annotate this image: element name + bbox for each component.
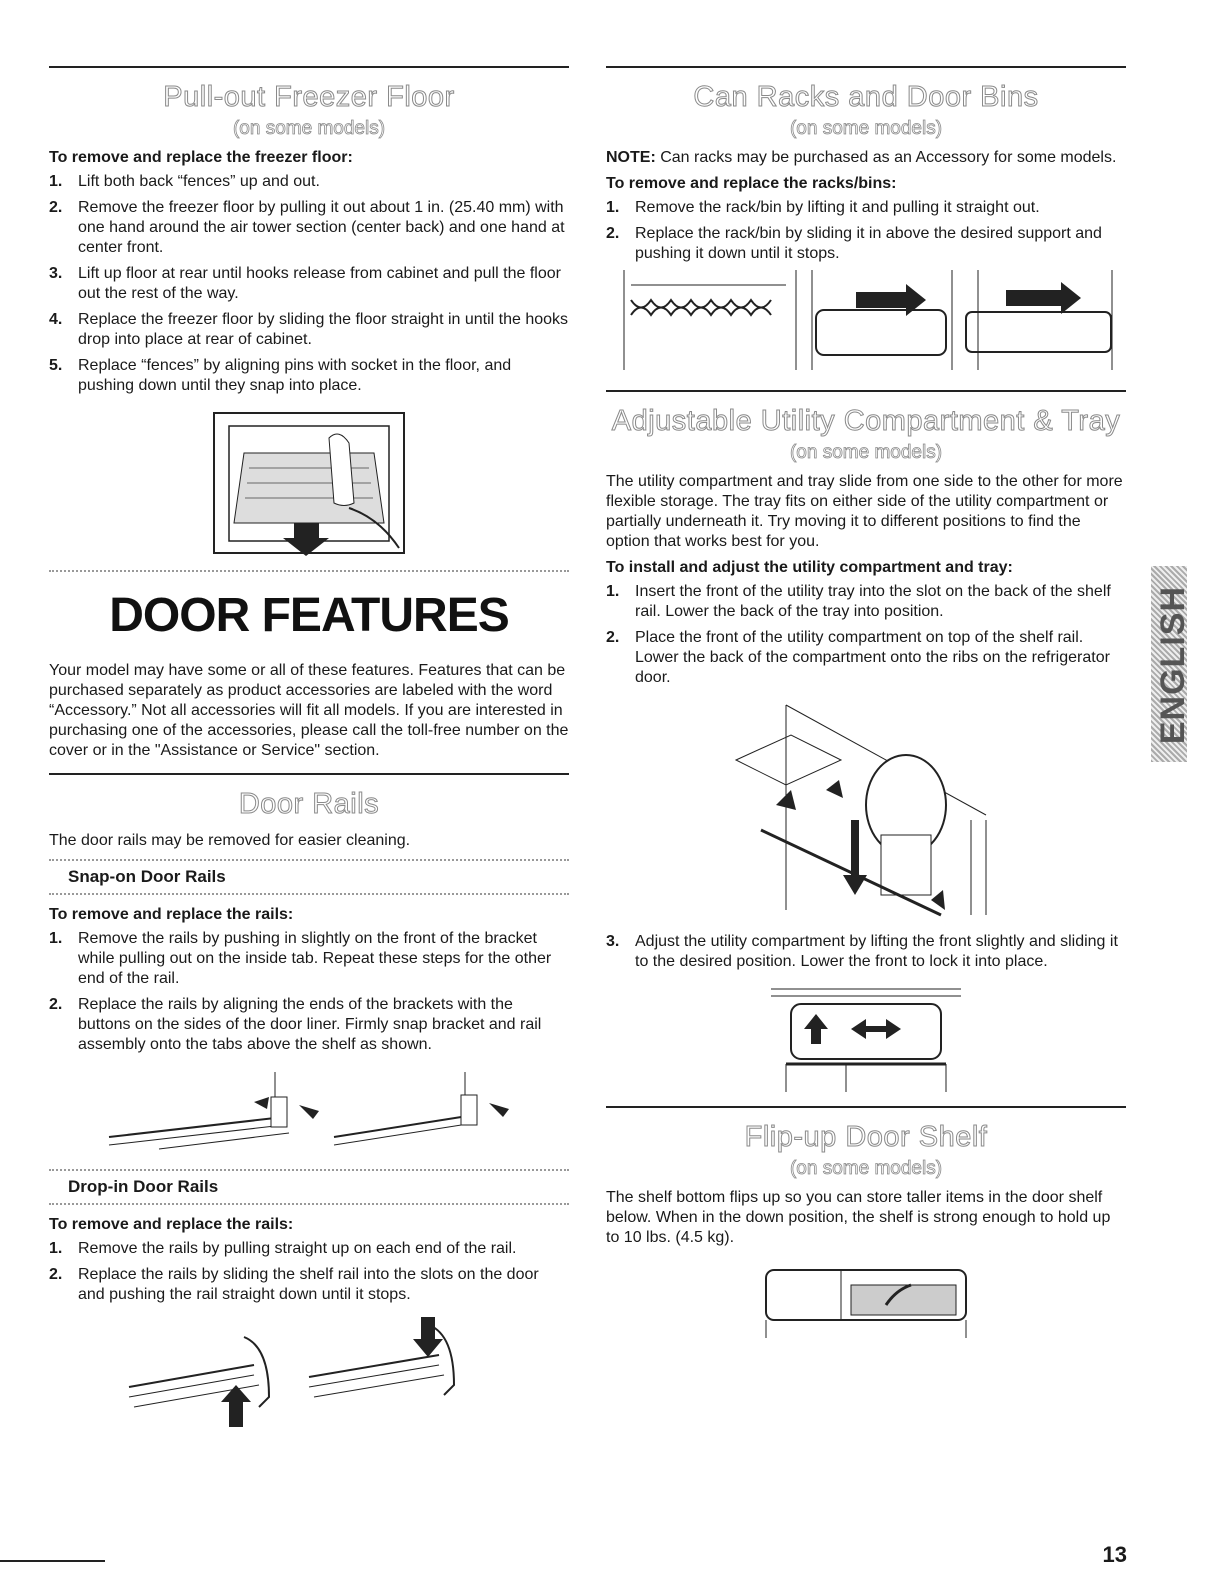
- freezer-floor-illustration: [209, 408, 409, 558]
- snap-on-steps: [49, 929, 569, 1055]
- list-item: 1. Insert the front of the utility tray into the slot on the back of the shelf rail. Lower the back of the tray into position.: [606, 583, 1111, 620]
- list-item: 5. Replace “fences” by aligning pins with socket in the floor, and pushing down until they snap into place.: [49, 357, 512, 394]
- divider: [606, 1106, 1126, 1108]
- drop-in-rails-title: Drop-in Door Rails: [68, 1177, 219, 1196]
- list-item: 1. Remove the rack/bin by lifting it and pulling it straight out.: [606, 199, 1040, 216]
- can-racks-heading: Can Racks and Door Bins: [693, 81, 1039, 113]
- snap-on-rails-illustration: [99, 1067, 519, 1157]
- page-number: 13: [1102, 1542, 1127, 1567]
- door-rails-body: The door rails may be removed for easier cleaning.: [49, 832, 411, 849]
- drop-in-steps: [49, 1239, 569, 1305]
- left-column: [49, 66, 569, 1449]
- list-item: 3. Adjust the utility compartment by lifting the front slightly and sliding it to the desired position. Lower the front to lock it into place.: [606, 933, 1118, 970]
- utility-body: The utility compartment and tray slide from one side to the other for more flexible storage. The tray fits on either side of the utility compartment or partially underneath it. Try moving it to different positions to find the option that works best for you.: [606, 473, 1123, 550]
- dotted-divider: [49, 1203, 569, 1205]
- divider: [49, 773, 569, 775]
- list-item: 2. Replace the rails by sliding the shelf rail into the slots on the door and pushing the rail straight down until it stops.: [49, 1266, 539, 1303]
- flip-shelf-subheading: (on some models): [789, 1158, 943, 1179]
- flip-shelf-body: The shelf bottom flips up so you can store taller items in the door shelf below. When in the down position, the shelf is strong enough to hold up to 10 lbs. (4.5 kg).: [606, 1189, 1111, 1246]
- freezer-floor-heading: Pull-out Freezer Floor: [163, 81, 455, 113]
- utility-heading: Adjustable Utility Compartment & Tray: [611, 405, 1121, 437]
- right-column: [606, 66, 1126, 1352]
- divider: [606, 390, 1126, 392]
- can-racks-note: NOTE: Can racks may be purchased as an Accessory for some models.: [606, 149, 1117, 166]
- list-item: 2. Replace the rack/bin by sliding it in above the desired support and pushing it down until it stops.: [606, 225, 1102, 262]
- list-item: 1. Remove the rails by pulling straight up on each end of the rail.: [49, 1240, 517, 1257]
- top-rule: [49, 66, 569, 68]
- dotted-divider: [49, 893, 569, 895]
- snap-on-intro: To remove and replace the rails:: [49, 906, 294, 923]
- dotted-divider: [49, 570, 569, 572]
- snap-on-rails-title: Snap-on Door Rails: [68, 867, 226, 886]
- freezer-floor-subheading: (on some models): [232, 118, 386, 139]
- flip-shelf-heading: Flip-up Door Shelf: [744, 1121, 988, 1153]
- freezer-floor-steps: [49, 172, 569, 396]
- list-item: 1. Remove the rails by pushing in slightly on the front of the bracket while pulling out on the inside tab. Repeat these steps for the other end of the rail.: [49, 930, 552, 987]
- utility-subheading: (on some models): [789, 442, 943, 463]
- list-item: 2. Remove the freezer floor by pulling it out about 1 in. (25.40 mm) with one hand around the air tower section (center back) and one hand at center front.: [49, 199, 565, 256]
- flip-shelf-illustration: [756, 1260, 976, 1340]
- utility-adjust-illustration: [766, 984, 966, 1094]
- list-item: 2. Replace the rails by aligning the ends of the brackets with the buttons on the sides of the door liner. Firmly snap bracket and rail assembly onto the tabs above the shelf as shown.: [49, 996, 542, 1053]
- door-features-body: Your model may have some or all of these features. Features that can be purchased separately as product accessories are labeled with the word “Accessory.” Not all accessories will fit all models. If you are interested in purchasing one of the accessories, please call the toll-free number on the cover or in the "Assistance or Service" section.: [49, 662, 569, 759]
- top-rule: [606, 66, 1126, 68]
- can-racks-subheading: (on some models): [789, 118, 943, 139]
- can-racks-intro: To remove and replace the racks/bins:: [606, 175, 897, 192]
- language-side-tab: ENGLISH: [1151, 566, 1187, 762]
- can-racks-steps: [606, 198, 1126, 264]
- bottom-rule: [0, 1560, 105, 1562]
- door-rails-heading: Door Rails: [238, 788, 380, 820]
- drop-in-rails-illustration: [119, 1317, 499, 1437]
- utility-step-3: [606, 932, 1126, 972]
- freezer-floor-intro: To remove and replace the freezer floor:: [49, 149, 353, 166]
- drop-in-intro: To remove and replace the rails:: [49, 1216, 294, 1233]
- can-racks-illustration: [616, 270, 1116, 378]
- list-item: 3. Lift up floor at rear until hooks release from cabinet and pull the floor out the rest of the way.: [49, 265, 561, 302]
- utility-steps: [606, 582, 1126, 688]
- door-features-title: DOOR FEATURES: [109, 589, 509, 642]
- list-item: 1. Lift both back “fences” up and out.: [49, 173, 320, 190]
- list-item: 4. Replace the freezer floor by sliding the floor straight in until the hooks drop into place at rear of cabinet.: [49, 311, 569, 348]
- list-item: 2. Place the front of the utility compartment on top of the shelf rail. Lower the back of the compartment onto the ribs on the refrigerator door.: [606, 629, 1110, 686]
- utility-intro: To install and adjust the utility compartment and tray:: [606, 559, 1013, 576]
- utility-compartment-illustration: [731, 700, 1001, 920]
